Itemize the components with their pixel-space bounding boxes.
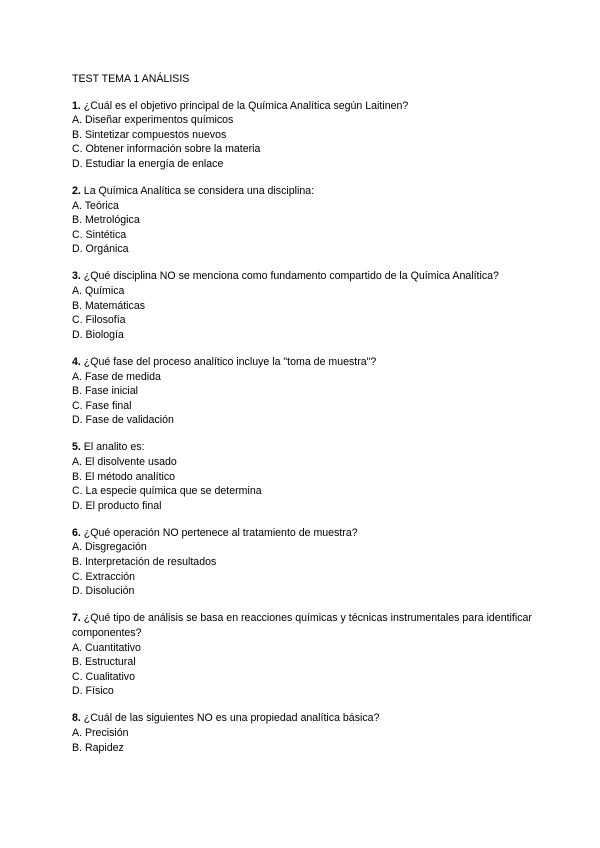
question-prompt: El analito es: <box>83 441 145 454</box>
question-text <box>72 526 542 541</box>
answer-option: B. El método analítico <box>72 470 176 483</box>
question-number: 7. <box>72 612 81 625</box>
question-text <box>72 184 542 199</box>
answer-option: D. Disolución <box>72 585 135 598</box>
answer-option: B. Interpretación de resultados <box>72 556 217 569</box>
question-number: 8. <box>72 712 81 725</box>
answer-option: D. Estudiar la energía de enlace <box>72 157 224 170</box>
answer-option: A. Diseñar experimentos químicos <box>72 114 234 127</box>
question-prompt: ¿Qué tipo de análisis se basa en reacciones químicas y técnicas instrumentales para identificar componentes? <box>72 612 532 639</box>
answer-option: D. Biología <box>72 328 124 341</box>
question-text <box>72 269 542 284</box>
answer-option: C. Sintética <box>72 228 127 241</box>
answer-option: B. Metrológica <box>72 214 140 227</box>
answer-option: B. Rapidez <box>72 741 124 754</box>
question-prompt: La Química Analítica se considera una disciplina: <box>83 184 315 197</box>
answer-option: A. Disgregación <box>72 541 147 554</box>
question-7 <box>72 611 542 699</box>
answer-option: A. Cuantitativo <box>72 641 141 654</box>
answer-option: D. Orgánica <box>72 243 129 256</box>
answer-option: B. Matemáticas <box>72 299 146 312</box>
answer-option: B. Fase inicial <box>72 385 138 398</box>
question-5 <box>72 440 542 513</box>
answer-option: A. Fase de medida <box>72 370 161 383</box>
question-4 <box>72 355 542 428</box>
question-3 <box>72 269 542 342</box>
question-text <box>72 99 542 114</box>
question-number: 6. <box>72 526 81 539</box>
answer-option: A. Precisión <box>72 726 129 739</box>
question-prompt: ¿Cuál es el objetivo principal de la Química Analítica según Laitinen? <box>83 99 409 112</box>
question-text <box>72 711 542 726</box>
answer-option: D. Fase de validación <box>72 414 174 427</box>
answer-option: D. Físico <box>72 685 114 698</box>
document-title: TEST TEMA 1 ANÁLISIS <box>72 73 190 85</box>
question-number: 2. <box>72 184 81 197</box>
question-1 <box>72 99 542 172</box>
answer-option: A. Teórica <box>72 199 119 212</box>
answer-option: C. Obtener información sobre la materia <box>72 143 261 156</box>
question-text <box>72 355 542 370</box>
answer-option: B. Sintetizar compuestos nuevos <box>72 128 227 141</box>
answer-option: A. El disolvente usado <box>72 455 177 468</box>
question-prompt: ¿Qué fase del proceso analítico incluye la "toma de muestra"? <box>83 355 377 368</box>
question-number: 4. <box>72 355 81 368</box>
answer-option: D. El producto final <box>72 499 162 512</box>
question-prompt: ¿Cuál de las siguientes NO es una propiedad analítica básica? <box>83 712 380 725</box>
question-text <box>72 440 542 455</box>
question-8 <box>72 711 542 755</box>
question-number: 1. <box>72 99 81 112</box>
answer-option: C. La especie química que se determina <box>72 485 262 498</box>
answer-option: A. Química <box>72 285 125 298</box>
question-text <box>72 611 542 640</box>
question-prompt: ¿Qué disciplina NO se menciona como fundamento compartido de la Química Analítica? <box>83 270 499 283</box>
question-2 <box>72 184 542 257</box>
answer-option: C. Extracción <box>72 570 135 583</box>
answer-option: B. Estructural <box>72 656 136 669</box>
answer-option: C. Filosofía <box>72 314 126 327</box>
question-6 <box>72 526 542 599</box>
document-page <box>72 72 542 768</box>
answer-option: C. Cualitativo <box>72 670 135 683</box>
question-number: 5. <box>72 441 81 454</box>
question-number: 3. <box>72 270 81 283</box>
answer-option: C. Fase final <box>72 399 132 412</box>
question-prompt: ¿Qué operación NO pertenece al tratamiento de muestra? <box>83 526 358 539</box>
